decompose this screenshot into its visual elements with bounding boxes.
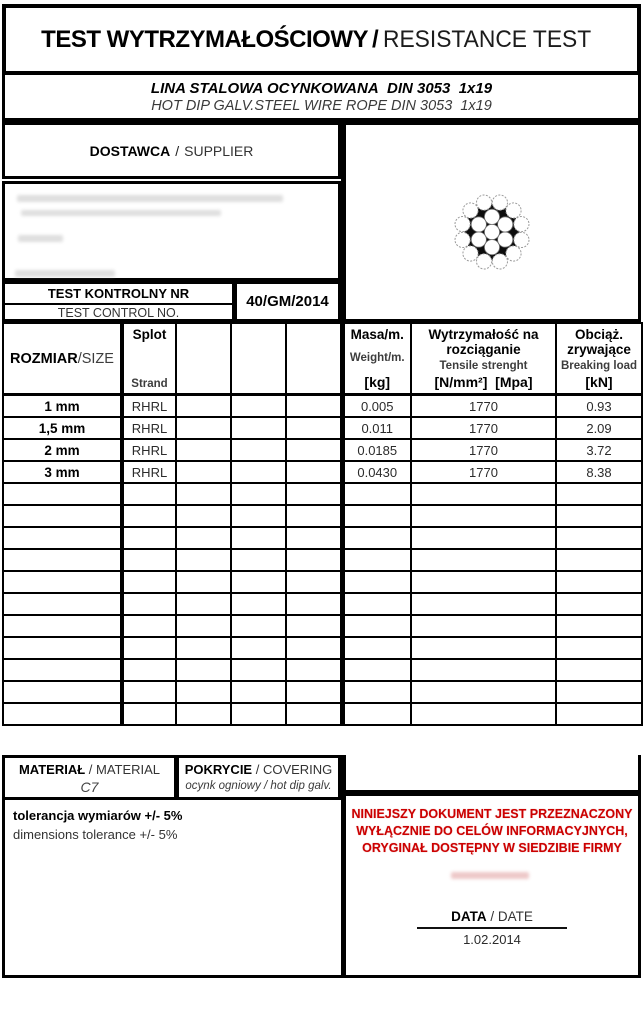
table-cell xyxy=(3,527,122,549)
table-cell xyxy=(122,615,176,637)
table-cell xyxy=(176,637,231,659)
product-subtitle-box xyxy=(2,75,641,122)
table-cell xyxy=(122,549,176,571)
date-value: 1.02.2014 xyxy=(463,932,521,947)
table-cell xyxy=(122,681,176,703)
date-label-english: / DATE xyxy=(486,909,533,924)
table-cell xyxy=(3,615,122,637)
table-row-empty-9 xyxy=(3,659,642,681)
redacted-text xyxy=(451,872,529,879)
table-cell xyxy=(3,483,122,505)
table-row-1-5-mm xyxy=(3,417,642,439)
table-cell xyxy=(556,681,642,703)
table-cell xyxy=(231,417,286,439)
subtitle-english: HOT DIP GALV.STEEL WIRE ROPE DIN 3053 1x19 xyxy=(151,97,492,114)
table-cell: RHRL xyxy=(122,461,176,483)
table-cell xyxy=(342,681,411,703)
table-row-empty-5 xyxy=(3,571,642,593)
notice-line-1: NINIEJSZY DOKUMENT JEST PRZEZNACZONY xyxy=(351,807,633,821)
supplier-label-polish: DOSTAWCA xyxy=(89,142,171,159)
table-cell xyxy=(122,703,176,725)
test-control-label-polish: TEST KONTROLNY NR xyxy=(5,284,232,305)
material-label-polish: MATERIAŁ xyxy=(18,762,86,777)
table-cell: 1,5 mm xyxy=(3,417,122,439)
table-cell xyxy=(342,505,411,527)
table-cell xyxy=(3,703,122,725)
title-separator: / xyxy=(371,25,379,53)
notice-line-2: WYŁĄCZNIE DO CELÓW INFORMACYJNYCH, xyxy=(356,824,628,838)
table-cell: 0.011 xyxy=(342,417,411,439)
table-cell xyxy=(176,571,231,593)
table-cell: RHRL xyxy=(122,395,176,418)
mass-header-polish: Masa/m. xyxy=(350,327,404,342)
table-cell xyxy=(176,659,231,681)
table-cell xyxy=(176,615,231,637)
table-cell xyxy=(342,483,411,505)
table-cell xyxy=(342,703,411,725)
table-cell xyxy=(411,637,556,659)
table-cell xyxy=(231,439,286,461)
table-cell xyxy=(231,395,286,418)
table-row-empty-3 xyxy=(3,527,642,549)
table-cell xyxy=(342,593,411,615)
tolerance-box xyxy=(2,800,341,978)
table-cell xyxy=(411,549,556,571)
table-cell xyxy=(231,681,286,703)
test-results-table xyxy=(2,322,643,726)
table-cell xyxy=(231,637,286,659)
table-cell xyxy=(286,571,342,593)
table-cell: 1770 xyxy=(411,461,556,483)
table-cell xyxy=(556,571,642,593)
breaking-header-polish-1: Obciąż. xyxy=(574,327,623,342)
table-cell xyxy=(342,527,411,549)
table-cell xyxy=(556,483,642,505)
mass-header-unit: [kg] xyxy=(364,374,391,390)
test-control-label-english: TEST CONTROL NO. xyxy=(57,306,180,320)
table-cell xyxy=(286,615,342,637)
table-cell xyxy=(176,681,231,703)
legal-notice-text xyxy=(346,806,638,857)
strand-header-polish: Splot xyxy=(132,327,167,342)
table-cell xyxy=(176,395,231,418)
table-cell: RHRL xyxy=(122,439,176,461)
table-cell xyxy=(3,571,122,593)
breaking-header-polish-2: zrywające xyxy=(567,342,631,357)
table-cell xyxy=(286,395,342,418)
table-cell xyxy=(556,549,642,571)
table-cell: 0.93 xyxy=(556,395,642,418)
table-cell xyxy=(231,593,286,615)
covering-value: ocynk ogniowy / hot dip galv. xyxy=(185,780,332,792)
tolerance-polish: tolerancja wymiarów +/- 5% xyxy=(13,808,183,823)
table-row-2-mm xyxy=(3,439,642,461)
table-cell xyxy=(411,615,556,637)
table-cell xyxy=(122,659,176,681)
table-cell xyxy=(556,593,642,615)
table-cell xyxy=(122,637,176,659)
table-cell xyxy=(286,637,342,659)
table-cell xyxy=(231,571,286,593)
table-cell xyxy=(176,483,231,505)
date-label xyxy=(417,909,567,929)
table-cell xyxy=(176,461,231,483)
table-cell xyxy=(286,417,342,439)
table-cell: 2.09 xyxy=(556,417,642,439)
column-header-tensile xyxy=(411,323,556,395)
table-cell: 1770 xyxy=(411,417,556,439)
rope-table-body xyxy=(3,323,642,725)
date-label-polish: DATA xyxy=(451,909,487,924)
table-cell xyxy=(176,505,231,527)
wire-rope-cross-section-icon xyxy=(444,184,540,280)
table-cell: 1770 xyxy=(411,395,556,418)
table-cell xyxy=(3,637,122,659)
table-cell xyxy=(286,593,342,615)
redacted-text xyxy=(17,195,283,202)
table-cell xyxy=(176,439,231,461)
table-cell xyxy=(3,505,122,527)
tensile-header-polish-2: rozciąganie xyxy=(446,342,521,357)
table-cell xyxy=(176,527,231,549)
table-cell xyxy=(411,571,556,593)
table-cell xyxy=(176,549,231,571)
table-row-1-mm xyxy=(3,395,642,418)
material-value: C7 xyxy=(80,779,99,795)
table-cell: 0.0430 xyxy=(342,461,411,483)
title-polish: TEST WYTRZYMAŁOŚCIOWY xyxy=(41,25,368,53)
notice-box xyxy=(341,793,641,978)
table-cell: 1770 xyxy=(411,439,556,461)
table-cell xyxy=(556,703,642,725)
table-row-empty-2 xyxy=(3,505,642,527)
table-cell xyxy=(231,703,286,725)
table-row-empty-6 xyxy=(3,593,642,615)
table-cell xyxy=(176,417,231,439)
table-cell xyxy=(231,659,286,681)
table-cell xyxy=(556,615,642,637)
wire-rope-diagram-box xyxy=(341,122,641,322)
supplier-label-box xyxy=(2,122,341,179)
table-cell: 3.72 xyxy=(556,439,642,461)
document-title-box xyxy=(2,4,641,75)
material-box xyxy=(2,755,177,800)
tensile-header-english: Tensile strenght xyxy=(439,359,528,372)
column-header-breaking xyxy=(556,323,642,395)
table-cell xyxy=(342,571,411,593)
mass-header-english: Weight/m. xyxy=(349,352,405,364)
table-cell xyxy=(3,681,122,703)
table-cell: 1 mm xyxy=(3,395,122,418)
table-cell xyxy=(3,549,122,571)
table-cell xyxy=(342,659,411,681)
table-cell xyxy=(122,505,176,527)
table-cell xyxy=(286,483,342,505)
supplier-details-box xyxy=(2,181,341,281)
date-block xyxy=(346,908,638,947)
table-cell: 2 mm xyxy=(3,439,122,461)
test-control-number: 40/GM/2014 xyxy=(235,281,341,322)
covering-box xyxy=(177,755,341,800)
table-cell: 3 mm xyxy=(3,461,122,483)
table-cell xyxy=(286,703,342,725)
size-header-polish: ROZMIAR xyxy=(10,350,78,367)
table-row-empty-7 xyxy=(3,615,642,637)
table-cell xyxy=(342,549,411,571)
table-row-empty-8 xyxy=(3,637,642,659)
table-cell xyxy=(176,593,231,615)
table-cell xyxy=(286,527,342,549)
table-cell xyxy=(176,703,231,725)
tensile-header-polish-1: Wytrzymałość na xyxy=(428,327,539,342)
table-cell xyxy=(342,615,411,637)
table-cell xyxy=(342,637,411,659)
column-header-mass xyxy=(342,323,411,395)
table-cell xyxy=(286,659,342,681)
material-label-english: / MATERIAL xyxy=(85,762,161,777)
table-cell xyxy=(122,593,176,615)
table-cell: RHRL xyxy=(122,417,176,439)
redacted-text xyxy=(21,210,221,216)
table-cell xyxy=(556,527,642,549)
table-cell xyxy=(556,637,642,659)
column-header-empty xyxy=(231,323,286,395)
covering-label-polish: POKRYCIE xyxy=(184,762,253,777)
tensile-header-unit: [N/mm²] [Mpa] xyxy=(434,374,533,390)
strand-header-english: Strand xyxy=(131,378,168,390)
table-cell xyxy=(556,505,642,527)
table-cell xyxy=(411,703,556,725)
table-cell xyxy=(286,681,342,703)
table-cell: 0.005 xyxy=(342,395,411,418)
size-header-english: /SIZE xyxy=(77,350,114,367)
column-header-empty xyxy=(286,323,342,395)
table-cell: 0.0185 xyxy=(342,439,411,461)
table-cell xyxy=(286,461,342,483)
table-cell xyxy=(411,681,556,703)
table-cell xyxy=(3,659,122,681)
table-cell xyxy=(231,549,286,571)
table-cell xyxy=(122,527,176,549)
table-row-empty-10 xyxy=(3,681,642,703)
table-cell xyxy=(231,483,286,505)
column-header-empty xyxy=(176,323,231,395)
table-cell xyxy=(3,593,122,615)
covering-label-english: / COVERING xyxy=(252,762,333,777)
table-cell xyxy=(411,593,556,615)
supplier-label-english: SUPPLIER xyxy=(184,142,254,159)
table-cell xyxy=(122,571,176,593)
table-cell xyxy=(286,439,342,461)
tolerance-english: dimensions tolerance +/- 5% xyxy=(13,827,178,842)
redacted-text xyxy=(18,235,63,242)
table-cell xyxy=(231,461,286,483)
subtitle-polish: LINA STALOWA OCYNKOWANA DIN 3053 1x19 xyxy=(150,79,493,97)
redacted-text xyxy=(15,270,115,277)
table-cell xyxy=(286,505,342,527)
table-row-empty-11 xyxy=(3,703,642,725)
table-cell: 8.38 xyxy=(556,461,642,483)
breaking-header-unit: [kN] xyxy=(585,374,613,390)
table-row-empty-1 xyxy=(3,483,642,505)
test-control-label-box xyxy=(2,281,235,322)
table-cell xyxy=(411,483,556,505)
table-row-empty-4 xyxy=(3,549,642,571)
blank-cell xyxy=(341,755,641,793)
notice-line-3: ORYGINAŁ DOSTĘPNY W SIEDZIBIE FIRMY xyxy=(362,841,622,855)
table-cell xyxy=(231,527,286,549)
table-row-3-mm xyxy=(3,461,642,483)
supplier-label-separator: / xyxy=(175,142,180,159)
table-header-row xyxy=(3,323,642,395)
column-header-size xyxy=(3,323,122,395)
table-cell xyxy=(411,527,556,549)
table-cell xyxy=(122,483,176,505)
column-header-strand xyxy=(122,323,176,395)
table-cell xyxy=(286,549,342,571)
table-cell xyxy=(411,505,556,527)
table-cell xyxy=(411,659,556,681)
table-cell xyxy=(231,505,286,527)
table-cell xyxy=(556,659,642,681)
title-english: RESISTANCE TEST xyxy=(382,25,591,53)
table-cell xyxy=(231,615,286,637)
breaking-header-english: Breaking load xyxy=(560,359,638,372)
